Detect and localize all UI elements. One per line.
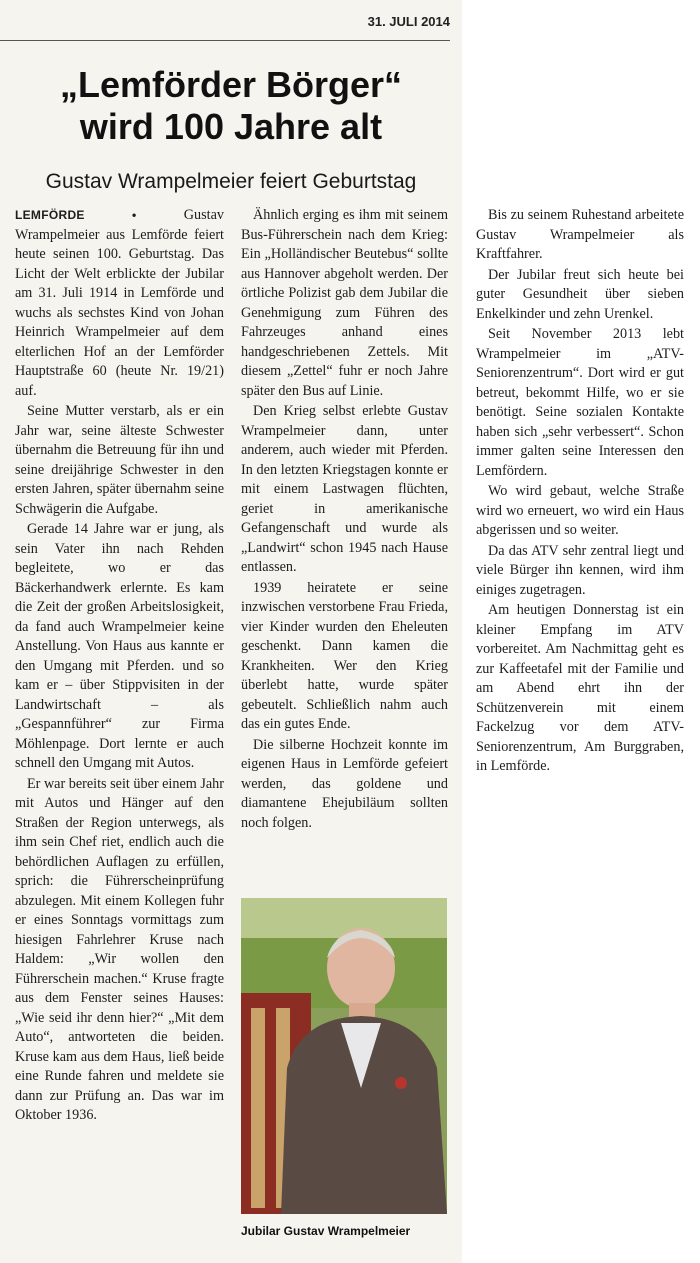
article-column-2 (241, 206, 448, 834)
article-column-1 (15, 206, 224, 1127)
paragraph: Wo wird gebaut, welche Straße wird wo erneuert, wo wird ein Haus abgerissen und so weiter. (476, 483, 684, 538)
paragraph: 1939 heiratete er seine inzwischen verstorbene Frau Frieda, vier Kinder wurden den Eheleuten geschenkt. Dann kamen die Krankheiten. Wer den Krieg überlebt hatte, wurde später gebeutelt. Schließlich nahm auch das ein gutes Ende. (241, 579, 448, 732)
portrait-illustration (241, 898, 447, 1214)
paragraph: Ähnlich erging es ihm mit seinem Bus-Führerschein nach dem Krieg: Ein „Holländischer Beutebus“ sollte aus Hannover abgeholt werden. Der örtliche Polizist gab dem Jubilar die Genehmigung zum Führen des Fahrzeuges anhand eines handgeschriebenen Zettels. Mit diesem „Zettel“ fuhr er noch Jahre später den Bus auf Linie. (241, 207, 448, 399)
paragraph: Der Jubilar freut sich heute bei guter Gesundheit über sieben Enkelkinder und zehn Urenkel. (476, 266, 684, 322)
article-column-3 (476, 206, 684, 778)
photo-caption: Jubilar Gustav Wrampelmeier (241, 1224, 411, 1238)
paragraph: Die silberne Hochzeit konnte im eigenen Haus in Lemförde gefeiert werden, das goldene und diamantene Ehejubiläum sollten noch folgen. (241, 736, 448, 831)
paragraph: Bis zu seinem Ruhestand arbeitete Gustav Wrampelmeier als Kraftfahrer. (476, 207, 684, 262)
header-rule (0, 40, 450, 41)
paragraph: Er war bereits seit über einem Jahr mit Autos und Hänger auf den Straßen der Region unterwegs, als ihm sein Chef riet, endlich auch die behördlichen Auflagen zu erfüllen, sprich: die Führerscheinprüfung abzulegen. Mit einem Kollegen fuhr er eines Sonntags vormittags zum hiesigen Fahrlehrer Kruse nach Haldem: „Wir wollen den Führerschein machen.“ Kruse fragte aus dem Fenster seines Hauses: „Wie seid ihr denn hier?“ „Mit dem Auto“, antworteten die beiden. Kruse kam aus dem Haus, ließ beide eine Runde fahren und meldete sie dann zur Prüfung an. Das war im Oktober 1936. (15, 775, 224, 1123)
dateline: LEMFÖRDE • (15, 208, 137, 222)
paragraph: Da das ATV sehr zentral liegt und viele Bürger ihn kennen, wird ihm einiges zugetragen. (476, 542, 684, 598)
paragraph: Seit November 2013 lebt Wrampelmeier im „ATV-Seniorenzentrum“. Dort wird er gut betreut, bekommt Hilfe, wo er sie benötigt. Seine sozialen Kontakte haben sich „sehr verbessert“. Schon immer galten seine Interessen den Lemfördern. (476, 326, 684, 479)
portrait-photo (241, 898, 447, 1214)
paragraph-text: Gustav Wrampelmeier aus Lemförde feiert heute seinen 100. Geburtstag. Das Licht der Welt erblickte der Jubilar am 31. Juli 1914 in Lemförde und wuchs als sechstes Kind von Johan Heinrich Wrampelmeier auf dem elterlichen Hof an der Lemförder Hauptstraße 60 (heute Nr. 19/21) auf. (15, 207, 224, 399)
paragraph: Am heutigen Donnerstag ist ein kleiner Empfang im ATV vorbereitet. Am Nachmittag geht es zur Kaffeetafel mit der Familie und am Abend ehrt ihn der Schützenverein mit einem Fackelzug vor dem ATV-Seniorenzentrum, Am Burggraben, in Lemförde. (476, 602, 684, 774)
issue-date: 31. JULI 2014 (367, 14, 450, 29)
headline-line-2: wird 100 Jahre alt (79, 106, 383, 147)
subheadline: Gustav Wrampelmeier feiert Geburtstag (45, 170, 417, 193)
paragraph (15, 206, 224, 401)
headline (0, 64, 462, 148)
headline-line-1: „Lemförder Börger“ (59, 64, 403, 105)
paragraph: Gerade 14 Jahre war er jung, als sein Vater ihn nach Rehden begleitete, wo er das Bäckerhandwerk erlernte. Es kam die Zeit der großen Arbeitslosigkeit, da fand auch Wrampelmeier keine Anstellung. Von Haus aus kannte er den Umgang mit Pferden. und so kam er – über Stippvisiten in der Landwirtschaft – als „Gespannführer“ zur Firma Möhlenpage. Dort lernte er auch schnell den Umgang mit Autos. (15, 521, 224, 771)
paragraph: Seine Mutter verstarb, als er ein Jahr war, seine älteste Schwester übernahm die Betreuung für ihn und seine dreijährige Schwester in den ersten Jahren, später übernahm seine Schwägerin die Aufgabe. (15, 403, 224, 517)
paragraph: Den Krieg selbst erlebte Gustav Wrampelmeier dann, unter anderem, auch wieder mit Pferden. In den letzten Kriegstagen konnte er mit einem Lastwagen flüchten, geriet in amerikanische Gefangenschaft und wurde als „Landwirt“ schon 1945 nach Hause entlassen. (241, 403, 448, 575)
